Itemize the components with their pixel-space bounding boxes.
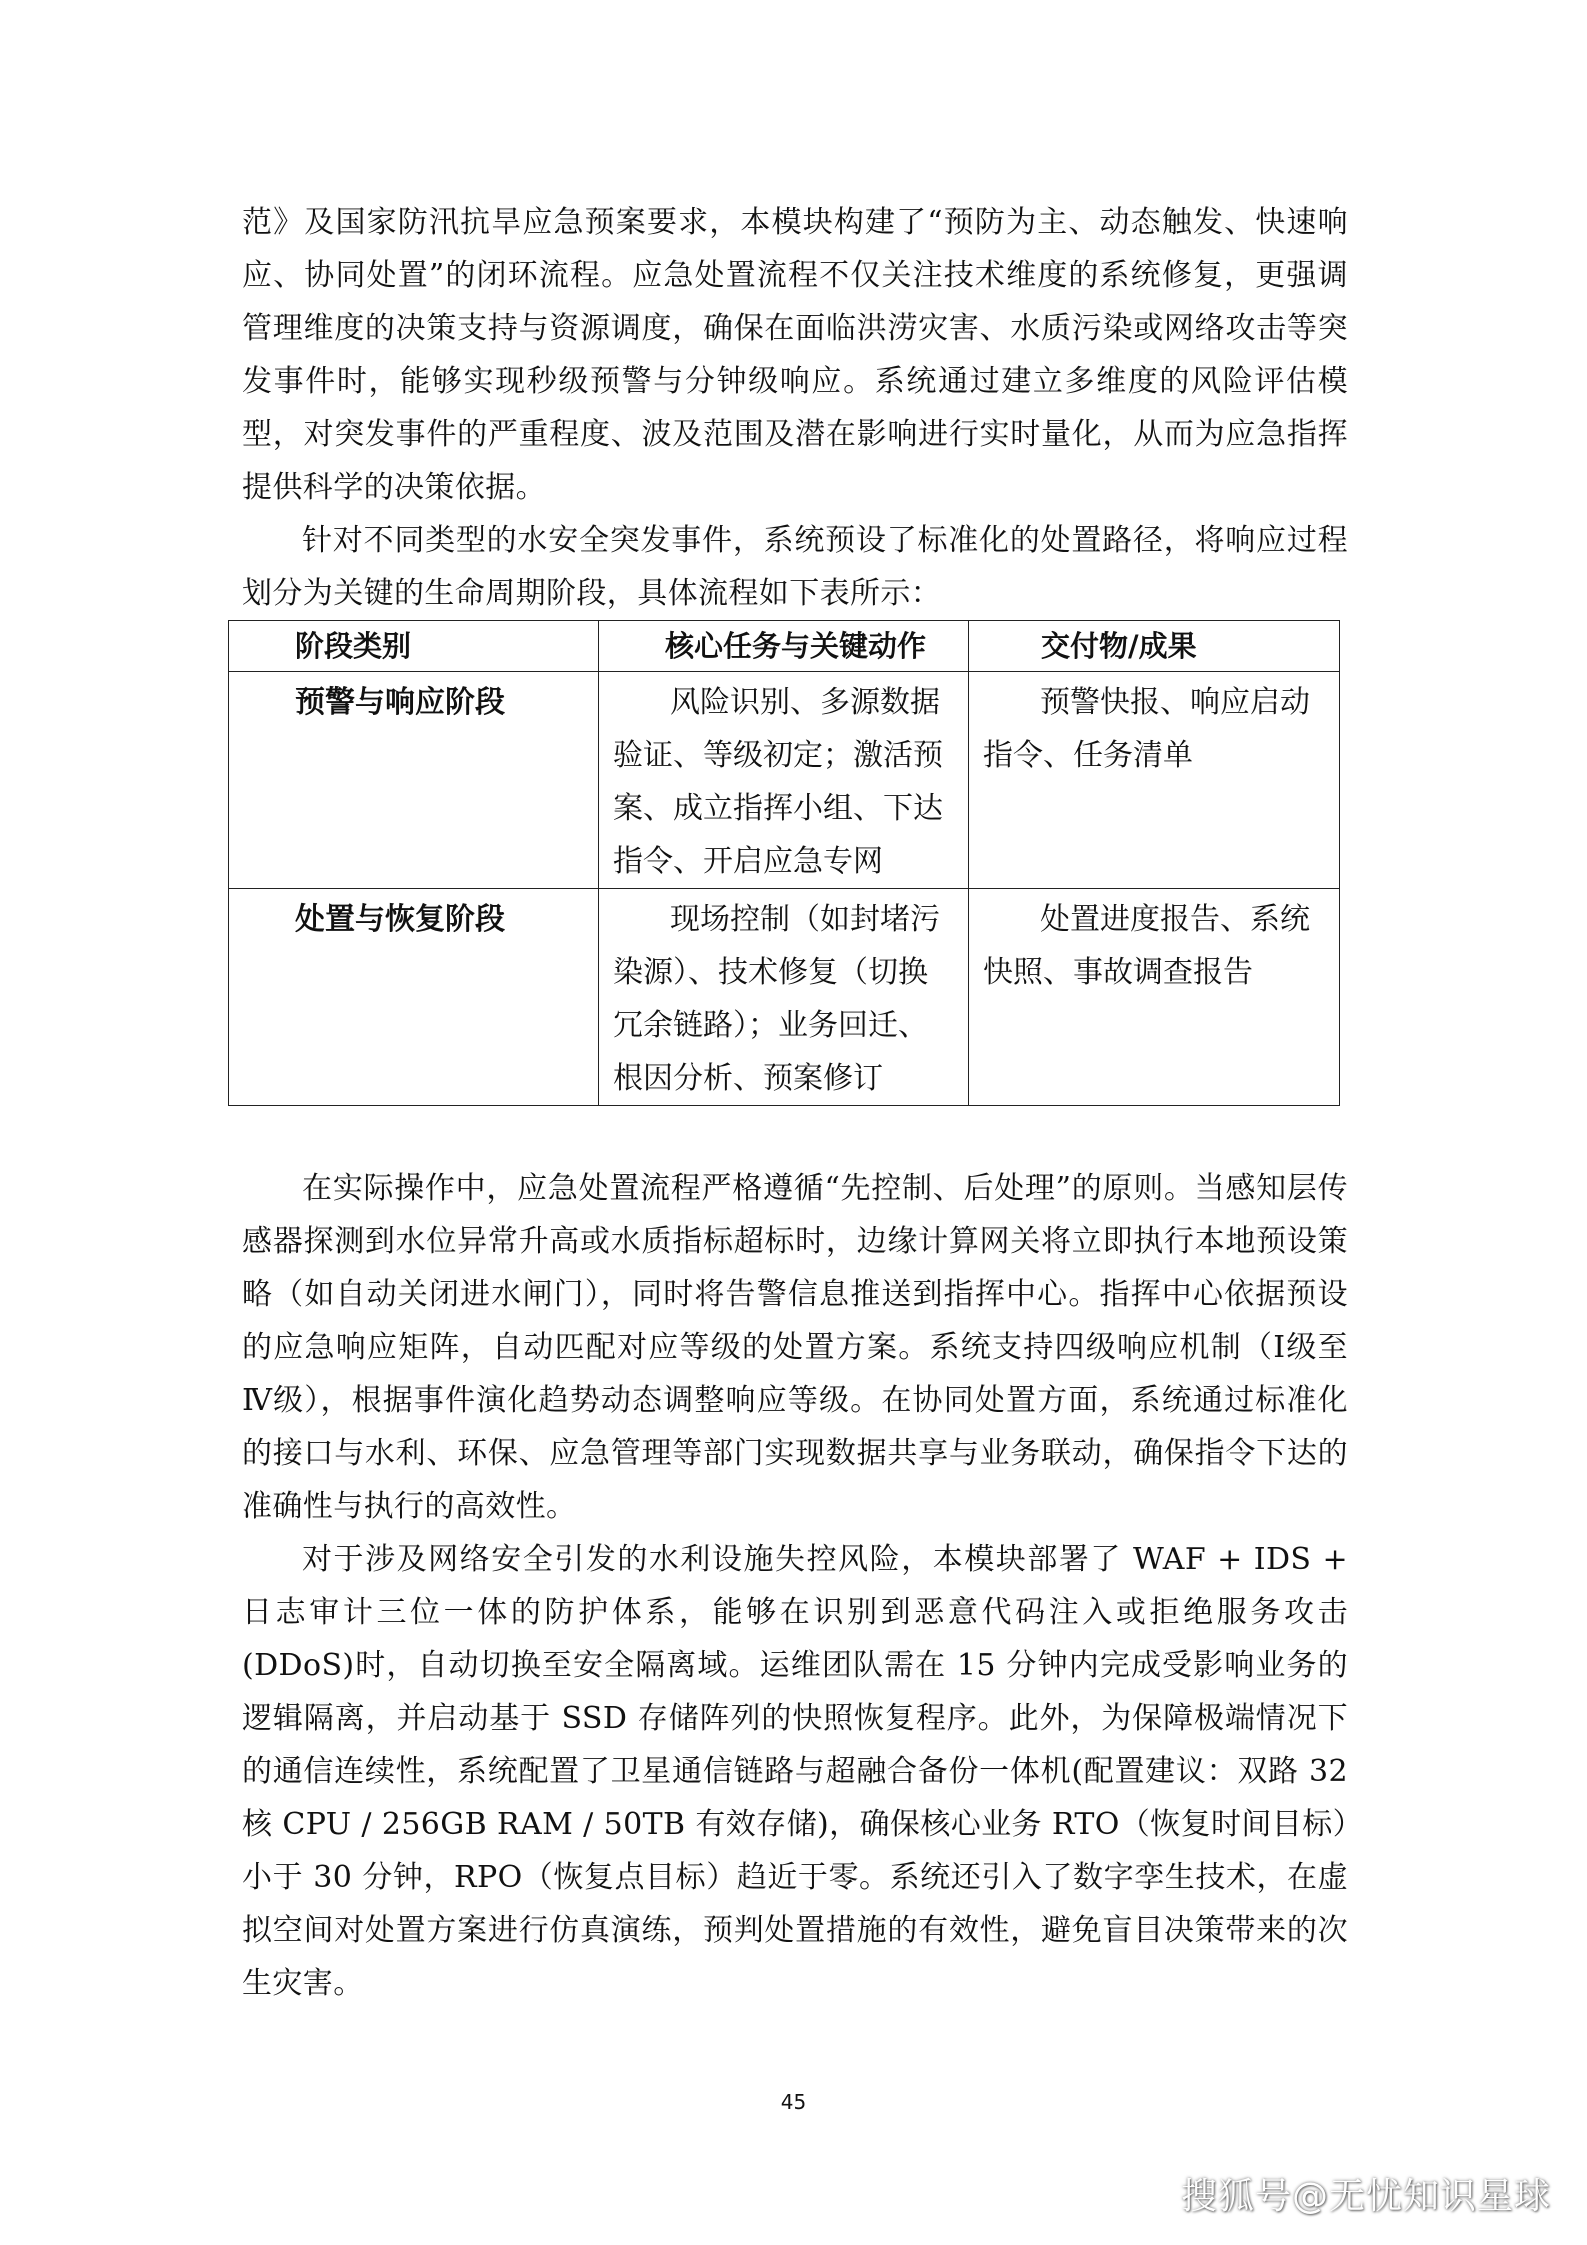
table-header-tasks: 核心任务与关键动作 [599, 621, 969, 672]
table-row [229, 889, 1340, 1106]
table-cell-deliverables: 处置进度报告、系统快照、事故调查报告 [969, 889, 1340, 1106]
table-header-stage: 阶段类别 [229, 621, 599, 672]
table-cell-stage: 预警与响应阶段 [229, 672, 599, 889]
process-table [228, 620, 1340, 1106]
table-cell-tasks: 风险识别、多源数据验证、等级初定；激活预案、成立指挥小组、下达指令、开启应急专网 [599, 672, 969, 889]
table-cell-tasks: 现场控制（如封堵污染源）、技术修复（切换冗余链路）；业务回迁、根因分析、预案修订 [599, 889, 969, 1106]
table-row [229, 672, 1340, 889]
document-body [242, 196, 1348, 2010]
paragraph-3: 在实际操作中，应急处置流程严格遵循“先控制、后处理”的原则。当感知层传感器探测到水位异常升高或水质指标超标时，边缘计算网关将立即执行本地预设策略（如自动关闭进水闸门），同时将告警信息推送到指挥中心。指挥中心依据预设的应急响应矩阵，自动匹配对应等级的处置方案。系统支持四级响应机制（Ⅰ级至Ⅳ级），根据事件演化趋势动态调整响应等级。在协同处置方面，系统通过标准化的接口与水利、环保、应急管理等部门实现数据共享与业务联动，确保指令下达的准确性与执行的高效性。 [242, 1171, 1348, 1524]
page-number: 45 [780, 2090, 807, 2114]
watermark-text: 搜狐号@无忧知识星球 [1180, 2176, 1551, 2217]
table-header-row [229, 621, 1340, 672]
table-cell-deliverables: 预警快报、响应启动指令、任务清单 [969, 672, 1340, 889]
table-cell-stage: 处置与恢复阶段 [229, 889, 599, 1106]
paragraph-1: 范》及国家防汛抗旱应急预案要求，本模块构建了“预防为主、动态触发、快速响应、协同处置”的闭环流程。应急处置流程不仅关注技术维度的系统修复，更强调管理维度的决策支持与资源调度，确保在面临洪涝灾害、水质污染或网络攻击等突发事件时，能够实现秒级预警与分钟级响应。系统通过建立多维度的风险评估模型，对突发事件的严重程度、波及范围及潜在影响进行实时量化，从而为应急指挥提供科学的决策依据。 [242, 205, 1348, 505]
spacer [242, 1106, 1348, 1162]
table-header-deliverables: 交付物/成果 [969, 621, 1340, 672]
paragraph-4: 对于涉及网络安全引发的水利设施失控风险，本模块部署了 WAF + IDS + 日志审计三位一体的防护体系，能够在识别到恶意代码注入或拒绝服务攻击(DDoS)时，自动切换至安全隔离域。运维团队需在 15 分钟内完成受影响业务的逻辑隔离，并启动基于 SSD 存储阵列的快照恢复程序。此外，为保障极端情况下的通信连续性，系统配置了卫星通信链路与超融合备份一体机(配置建议：双路 32 核 CPU / 256GB RAM / 50TB 有效存储)，确保核心业务 RTO（恢复时间目标）小于 30 分钟，RPO（恢复点目标）趋近于零。系统还引入了数字孪生技术，在虚拟空间对处置方案进行仿真演练，预判处置措施的有效性，避免盲目决策带来的次生灾害。 [242, 1542, 1348, 2001]
paragraph-2: 针对不同类型的水安全突发事件，系统预设了标准化的处置路径，将响应过程划分为关键的生命周期阶段，具体流程如下表所示： [242, 523, 1348, 611]
